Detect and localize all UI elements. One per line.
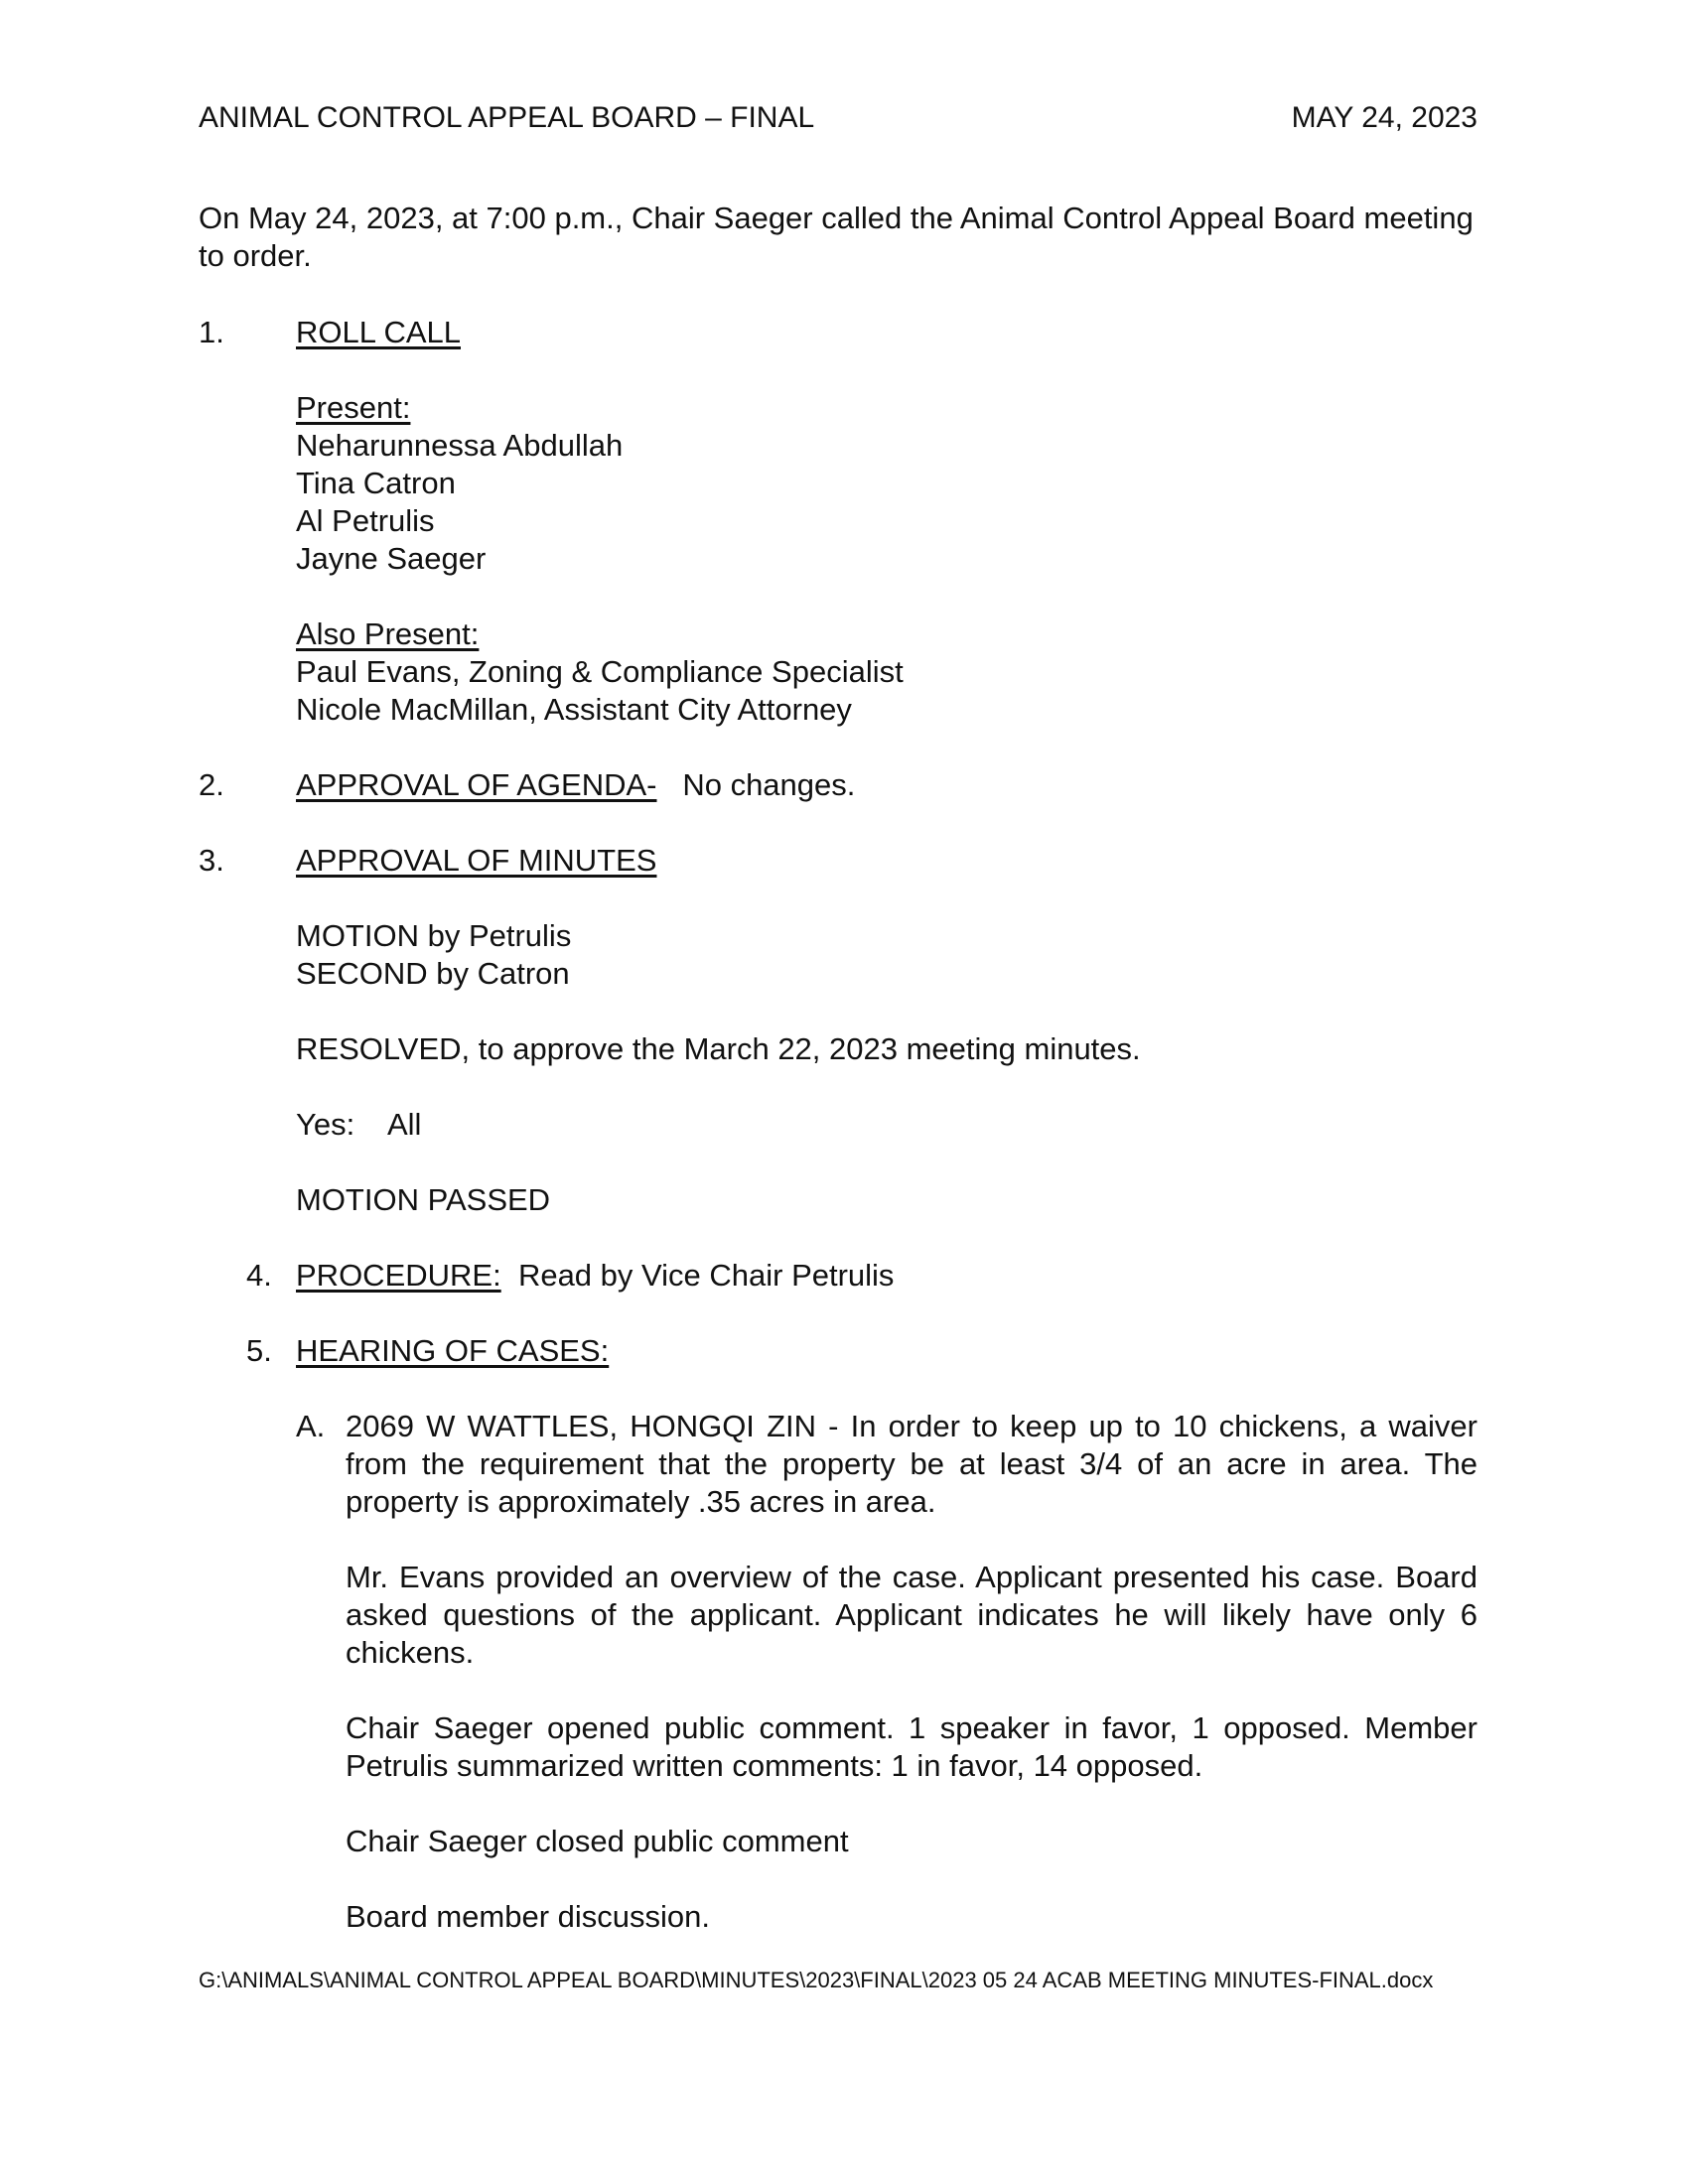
also-present-list bbox=[296, 615, 1477, 729]
hearing-title: HEARING OF CASES: bbox=[296, 1333, 610, 1368]
also-present-member: Nicole MacMillan, Assistant City Attorney bbox=[296, 692, 852, 727]
section-number-minutes: 3. bbox=[199, 843, 224, 878]
resolved-text: RESOLVED, to approve the March 22, 2023 meeting minutes. bbox=[296, 1031, 1141, 1066]
present-member: Tina Catron bbox=[296, 466, 456, 500]
procedure-text: Read by Vice Chair Petrulis bbox=[517, 1258, 895, 1293]
present-member: Al Petrulis bbox=[296, 503, 435, 538]
section-agenda bbox=[296, 766, 1477, 804]
section-number-agenda: 2. bbox=[199, 767, 224, 802]
present-member: Neharunnessa Abdullah bbox=[296, 428, 624, 463]
present-list bbox=[296, 389, 1477, 578]
section-minutes bbox=[296, 842, 1477, 880]
section-procedure bbox=[296, 1257, 1477, 1295]
present-label: Present: bbox=[296, 390, 411, 425]
file-path-footer: G:\ANIMALS\ANIMAL CONTROL APPEAL BOARD\MINUTES\2023\FINAL\2023 05 24 ACAB MEETING MINUTES-FINAL.docx bbox=[199, 1968, 1434, 1992]
also-present-member: Paul Evans, Zoning & Compliance Specialist bbox=[296, 654, 904, 689]
page-header bbox=[199, 99, 1477, 137]
agenda-title: APPROVAL OF AGENDA- bbox=[296, 767, 657, 802]
section-number-procedure: 4. bbox=[246, 1258, 272, 1293]
yes-value: All bbox=[386, 1107, 422, 1142]
header-date: MAY 24, 2023 bbox=[1291, 101, 1477, 134]
section-roll-call bbox=[296, 314, 1477, 351]
yes-label: Yes: bbox=[296, 1107, 355, 1142]
roll-call-title: ROLL CALL bbox=[296, 315, 461, 349]
header-title: ANIMAL CONTROL APPEAL BOARD – FINAL bbox=[199, 101, 815, 134]
intro-paragraph: On May 24, 2023, at 7:00 p.m., Chair Saeger called the Animal Control Appeal Board meeting to order. bbox=[199, 201, 1474, 273]
procedure-title: PROCEDURE: bbox=[296, 1258, 501, 1293]
also-present-label: Also Present: bbox=[296, 616, 480, 651]
section-number-roll-call: 1. bbox=[199, 315, 224, 349]
case-letter: A. bbox=[296, 1409, 326, 1443]
section-hearing bbox=[296, 1332, 1477, 1370]
vote-line bbox=[296, 1106, 1477, 1144]
case-discussion: Board member discussion. bbox=[346, 1899, 710, 1934]
case-overview: Mr. Evans provided an overview of the case. Applicant presented his case. Board asked questions of the applicant. Applicant indicates he will likely have only 6 chickens. bbox=[346, 1560, 1477, 1670]
case-closed-comment: Chair Saeger closed public comment bbox=[346, 1824, 849, 1858]
motion-result: MOTION PASSED bbox=[296, 1182, 551, 1217]
motion-block bbox=[296, 917, 1477, 993]
section-number-hearing: 5. bbox=[246, 1333, 272, 1368]
case-public-comment: Chair Saeger opened public comment. 1 speaker in favor, 1 opposed. Member Petrulis summarized written comments: 1 in favor, 14 opposed. bbox=[346, 1710, 1477, 1783]
agenda-text: No changes. bbox=[682, 767, 856, 802]
motion-text: MOTION by Petrulis bbox=[296, 918, 572, 953]
present-member: Jayne Saeger bbox=[296, 541, 487, 576]
case-description: 2069 W WATTLES, HONGQI ZIN - In order to keep up to 10 chickens, a waiver from the requirement that the property be at least 3/4 of an acre in area. The property is approximately .35 acres in area. bbox=[346, 1409, 1477, 1519]
second-text: SECOND by Catron bbox=[296, 956, 570, 991]
minutes-title: APPROVAL OF MINUTES bbox=[296, 843, 657, 878]
